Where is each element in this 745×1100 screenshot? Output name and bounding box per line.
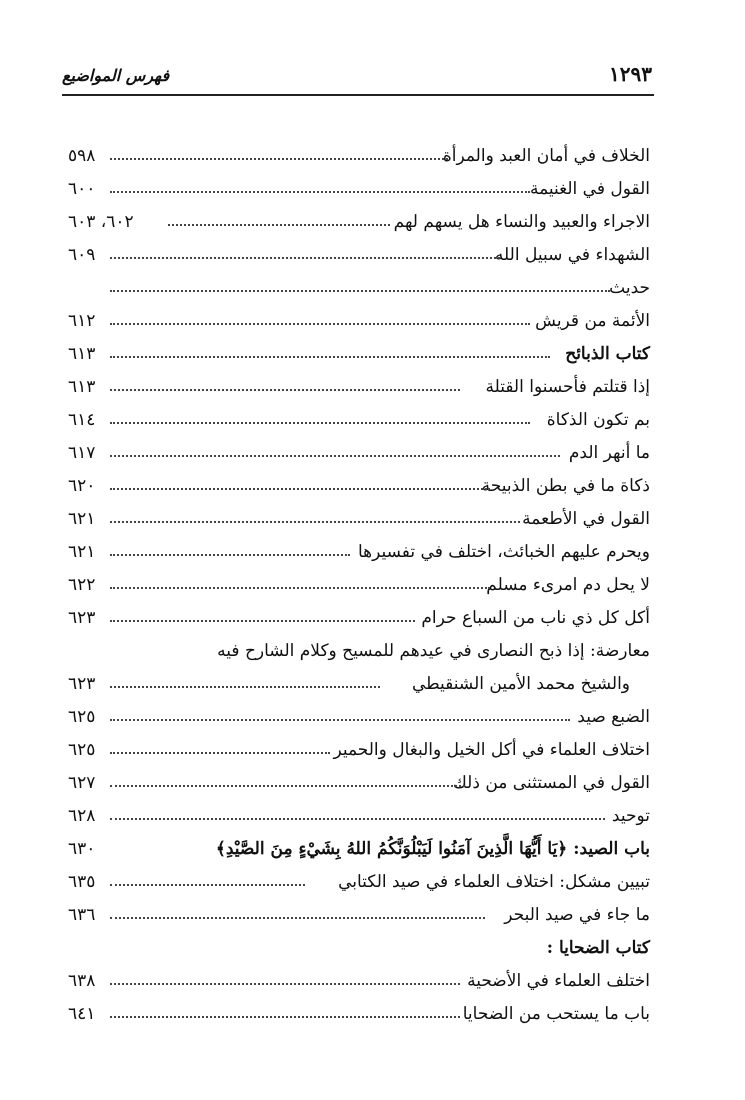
toc-entry: [68, 539, 650, 572]
toc-entry-page: ٦٤١: [68, 1004, 96, 1024]
leader-dots: [110, 290, 610, 292]
leader-dots: [110, 785, 465, 787]
toc-entry: [68, 440, 650, 473]
toc-entry-title: كتاب الذبائح: [565, 344, 650, 364]
toc-entry-page: ٦٢٥: [68, 740, 96, 760]
table-of-contents: [68, 143, 650, 1034]
toc-entry: [68, 473, 650, 506]
toc-entry-page: ٥٩٨: [68, 146, 96, 166]
toc-entry-title: ذكاة ما في بطن الذبيحة: [481, 476, 650, 496]
leader-dots: [110, 587, 490, 589]
leader-dots: [110, 389, 460, 391]
toc-entry-title: الشهداء في سبيل الله: [494, 245, 650, 265]
toc-entry-page: ٦١٣: [68, 377, 96, 397]
toc-entry-page: ٦١٣: [68, 344, 96, 364]
toc-entry-page: ٦١٢: [68, 311, 96, 331]
toc-entry-title: ويحرم عليهم الخبائث، اختلف في تفسيرها: [357, 542, 650, 562]
toc-entry-title: إذا قتلتم فأحسنوا القتلة: [485, 377, 650, 397]
toc-entry: [68, 341, 650, 374]
toc-entry-title: ما أنهر الدم: [568, 443, 650, 463]
toc-entry: [68, 572, 650, 605]
toc-entry-title: باب ما يستحب من الضحايا: [462, 1004, 650, 1024]
leader-dots: [110, 620, 415, 622]
toc-entry-title: كتاب الضحايا :: [546, 938, 650, 958]
toc-entry-title: القول في الغنيمة: [529, 179, 650, 199]
toc-entry-page: ٦٢٣: [68, 674, 96, 694]
toc-entry-title: توحيد: [611, 806, 650, 826]
toc-entry-title: الأئمة من قريش: [535, 311, 650, 331]
toc-entry-page: ٦٣٦: [68, 905, 96, 925]
toc-entry-page: ٦٠٩: [68, 245, 96, 265]
toc-entry-title: باب الصيد: ﴿يَا أَيُّهَا الَّذِينَ آمَنُوا لَيَبْلُوَنَّكُمُ اللهُ بِشَيْءٍ مِنَ الصَّيْدِ﴾: [215, 839, 650, 859]
toc-entry: [68, 242, 650, 275]
toc-entry: [68, 737, 650, 770]
toc-entry-page: ٦٢٠: [68, 476, 96, 496]
toc-entry-title: القول في الأطعمة: [522, 509, 650, 529]
toc-entry-page: ٦٣٠: [68, 839, 96, 859]
toc-entry-page: ٦٣٨: [68, 971, 96, 991]
leader-dots: [110, 983, 460, 985]
toc-entry-page: ٦١٤: [68, 410, 96, 430]
toc-entry: [68, 968, 650, 1001]
toc-entry-page: ٦٢٢: [68, 575, 96, 595]
leader-dots: [110, 554, 350, 556]
leader-dots: [110, 422, 530, 424]
page-number: ١٢٩٣: [609, 62, 652, 86]
toc-entry-title: القول في المستثنى من ذلك: [452, 773, 650, 793]
toc-entry: [68, 836, 650, 869]
toc-entry: [68, 407, 650, 440]
toc-entry-title: بم تكون الذكاة: [546, 410, 650, 430]
leader-dots: [110, 884, 305, 886]
toc-entry: [68, 902, 650, 935]
toc-entry-page: ٦٢٣: [68, 608, 96, 628]
toc-entry-page: ٦٠٢، ٦٠٣: [68, 212, 134, 232]
toc-entry-title: الضبع صيد: [577, 707, 650, 727]
toc-entry: [68, 506, 650, 539]
leader-dots: [110, 917, 485, 919]
toc-entry-title: والشيخ محمد الأمين الشنقيطي: [411, 674, 630, 694]
leader-dots: [110, 686, 380, 688]
toc-entry-title: أكل كل ذي ناب من السباع حرام: [421, 608, 650, 628]
header-rule: [62, 94, 654, 96]
leader-dots: [110, 257, 500, 259]
leader-dots: [110, 356, 550, 358]
toc-entry: [68, 803, 650, 836]
toc-entry: [68, 638, 650, 671]
toc-entry-title: اختلف العلماء في الأضحية: [467, 971, 650, 991]
leader-dots: [110, 191, 530, 193]
toc-entry: [68, 1001, 650, 1034]
toc-entry: [68, 605, 650, 638]
toc-entry: [68, 671, 650, 704]
toc-entry: [68, 275, 650, 308]
leader-dots: [110, 521, 520, 523]
toc-entry: [68, 209, 650, 242]
leader-dots: [110, 1016, 460, 1018]
toc-entry-page: ٦٢٧: [68, 773, 96, 793]
toc-entry: [68, 770, 650, 803]
toc-entry-title: ما جاء في صيد البحر: [504, 905, 650, 925]
toc-entry: [68, 176, 650, 209]
toc-entry-title: تبيين مشكل: اختلاف العلماء في صيد الكتابي: [338, 872, 650, 892]
toc-entry-page: ٦٢٥: [68, 707, 96, 727]
toc-entry-title: حديث: [609, 278, 650, 298]
toc-entry-page: ٦٢١: [68, 542, 96, 562]
leader-dots: [110, 323, 530, 325]
running-title: فهرس المواضيع: [62, 66, 170, 85]
toc-entry: [68, 869, 650, 902]
toc-entry-page: ٦٣٥: [68, 872, 96, 892]
toc-entry-page: ٦١٧: [68, 443, 96, 463]
toc-entry: [68, 308, 650, 341]
toc-entry-page: ٦٠٠: [68, 179, 96, 199]
toc-entry: [68, 374, 650, 407]
leader-dots: [110, 158, 448, 160]
toc-entry-title: الاجراء والعبيد والنساء هل يسهم لهم: [393, 212, 650, 232]
page-header: [62, 62, 652, 88]
leader-dots: [110, 719, 570, 721]
toc-entry-title: الخلاف في أمان العبد والمرأة: [442, 146, 650, 166]
leader-dots: [168, 224, 390, 226]
toc-entry: [68, 704, 650, 737]
toc-entry-title: لا يحل دم امرىء مسلم: [486, 575, 650, 595]
toc-entry: [68, 935, 650, 968]
toc-entry-title: اختلاف العلماء في أكل الخيل والبغال والحمير: [333, 740, 650, 760]
leader-dots: [110, 752, 330, 754]
leader-dots: [110, 455, 560, 457]
toc-entry-page: ٦٢١: [68, 509, 96, 529]
leader-dots: [110, 818, 605, 820]
leader-dots: [110, 488, 490, 490]
toc-entry: [68, 143, 650, 176]
toc-entry-title: معارضة: إذا ذبح النصارى في عيدهم للمسيح وكلام الشارح فيه: [217, 641, 650, 661]
toc-entry-page: ٦٢٨: [68, 806, 96, 826]
